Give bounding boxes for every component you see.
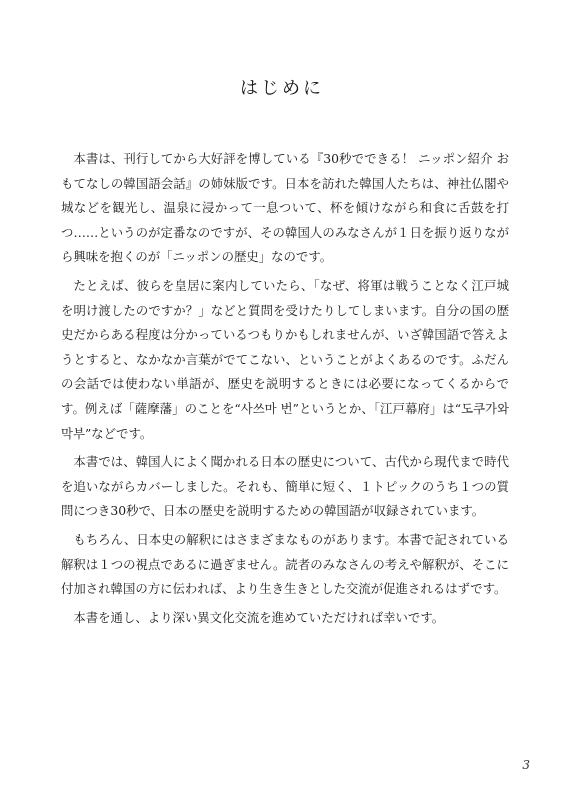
paragraph-closing: 本書を通し、より深い異文化交流を進めていただければ幸いです。 (73, 609, 445, 625)
page-title: はじめに (240, 78, 324, 99)
page-number: 3 (522, 758, 530, 772)
body-text (61, 147, 509, 634)
paragraph-intro: 本書は、刊行してから大好評を博している『30秒でできる！ ニッポン紹介 おもてなしの韓国語会話』の姉妹版です。日本を訪れた韓国人たちは、神社仏閣や城などを観光し、温泉に浸かって一息ついて、杯を傾けながら和食に舌鼓を打つ……というのが定番なのですが、その韓国人のみなさんが１日を振り返りながら興味を抱くのが「ニッポンの歴史」なのです。 (61, 151, 509, 265)
paragraph-book-content: 本書では、韓国人によく聞かれる日本の歴史について、古代から現代まで時代を追いながらカバーしました。それも、簡単に短く、１トピックのうち１つの質問につき30秒で、日本の歴史を説明するための韓国語が収録されています。 (61, 454, 509, 519)
paragraph-interpretation: もちろん、日本史の解釈にはさまざまなものがあります。本書で記されている解釈は１つの視点であるに過ぎません。読者のみなさんの考えや解釈が、そこに付加され韓国の方に伝われば、より生き生きとした交流が促進されるはずです。 (61, 531, 509, 597)
paragraph-example: たとえば、彼らを皇居に案内していたら、「なぜ、将軍は戦うことなく江戸城を明け渡したのですか？」などと質問を受けたりしてしまいます。自分の国の歴史だからある程度は分かっているつもりかもしれませんが、いざ韓国語で答えようとすると、なかなか言葉がでてこない、ということがよくあるのです。ふだんの会話では使わない単語が、歴史を説明するときには必要になってくるからです。例えば「薩摩藩」のことを“사쓰마 번”というとか、「江戸幕府」は“도쿠가와 막부”などです。 (61, 277, 509, 441)
